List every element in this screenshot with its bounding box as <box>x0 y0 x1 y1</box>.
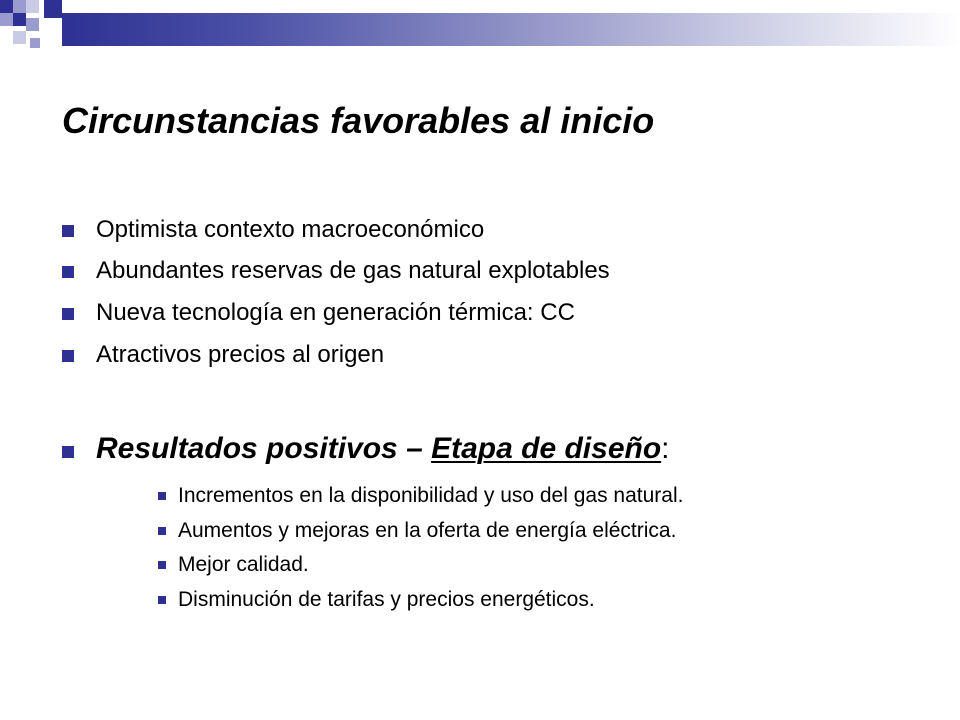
bullet-text: Nueva tecnología en generación térmica: CC <box>96 299 575 326</box>
sub-bullet-text: Mejor calidad. <box>178 553 309 576</box>
square-bullet-icon <box>62 225 74 237</box>
decor-square <box>44 0 62 18</box>
decor-square <box>13 31 26 44</box>
bullet-text: Abundantes reservas de gas natural explotables <box>96 257 610 284</box>
square-bullet-icon <box>158 527 166 535</box>
sub-bullet-text: Disminución de tarifas y precios energéticos. <box>178 588 595 611</box>
results-emphasis: Etapa de diseño <box>431 432 662 465</box>
square-bullet-icon <box>62 446 74 458</box>
square-bullet-icon <box>62 266 74 278</box>
square-bullet-icon <box>158 492 166 500</box>
results-prefix: Resultados positivos – <box>96 432 432 465</box>
square-bullet-icon <box>158 561 166 569</box>
square-bullet-icon <box>62 308 74 320</box>
bullet-text: Optimista contexto macroeconómico <box>96 216 485 243</box>
results-suffix: : <box>661 432 670 465</box>
decor-square <box>26 0 39 13</box>
decor-square <box>0 0 13 13</box>
decor-square <box>0 13 13 26</box>
sub-bullet-text: Incrementos en la disponibilidad y uso del gas natural. <box>178 484 684 507</box>
decor-square <box>13 13 26 26</box>
decor-square <box>30 38 40 48</box>
sub-bullet-text: Aumentos y mejoras en la oferta de energía eléctrica. <box>178 519 677 542</box>
decor-square <box>13 0 26 13</box>
decor-square <box>26 18 39 31</box>
header-gradient-bar <box>62 13 960 46</box>
bullet-text: Atractivos precios al origen <box>96 341 385 368</box>
results-heading-text <box>96 432 670 466</box>
square-bullet-icon <box>62 350 74 362</box>
header-decoration <box>0 0 960 60</box>
slide-title: Circunstancias favorables al inicio <box>62 100 655 141</box>
square-bullet-icon <box>158 596 166 604</box>
